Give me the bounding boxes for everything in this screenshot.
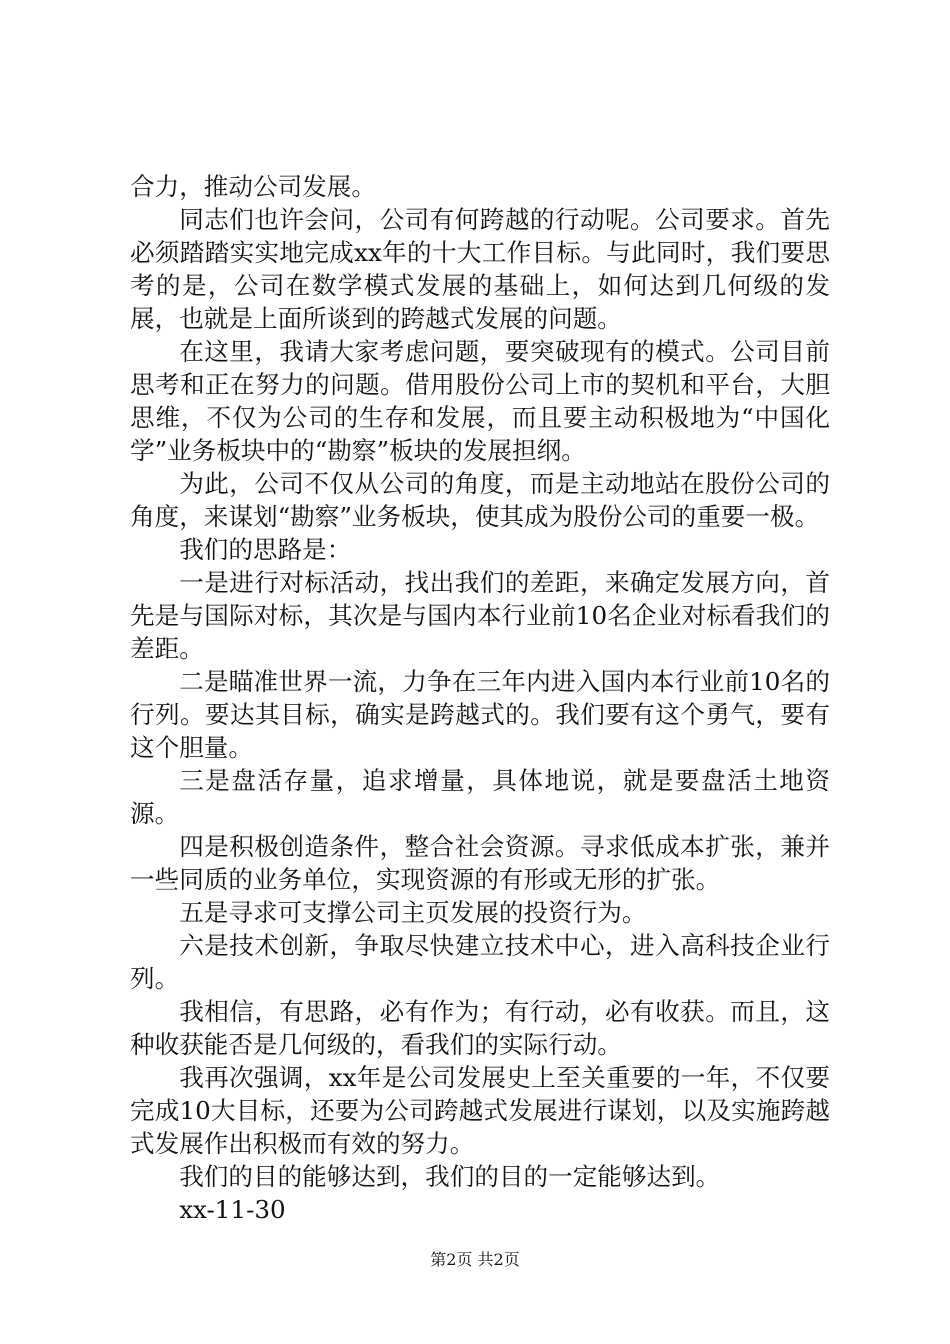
list-item: 五是寻求可支撑公司主页发展的投资行为。 bbox=[179, 898, 647, 927]
list-item: 二是瞄准世界一流，力争在三年内进入国内本行业前10名的行列。要达其目标，确实是跨越式的。我们要有这个勇气，要有这个胆量。 bbox=[130, 667, 830, 762]
page-footer: 第2页 共2页 bbox=[430, 1250, 520, 1269]
list-item: 四是积极创造条件，整合社会资源。寻求低成本扩张，兼并一些同质的业务单位，实现资源的有形或无形的扩张。 bbox=[130, 832, 830, 894]
list-item: 六是技术创新，争取尽快建立技术中心，进入高科技企业行列。 bbox=[130, 931, 830, 993]
paragraph: 我再次强调，xx年是公司发展史上至关重要的一年，不仅要完成10大目标，还要为公司跨越式发展进行谋划，以及实施跨越式发展作出积极而有效的努力。 bbox=[130, 1063, 830, 1158]
list-item: 一是进行对标活动，找出我们的差距，来确定发展方向，首先是与国际对标，其次是与国内本行业前10名企业对标看我们的差距。 bbox=[130, 568, 830, 663]
paragraph-continuation: 合力，推动公司发展。 bbox=[130, 172, 376, 201]
paragraph: 为此，公司不仅从公司的角度，而是主动地站在股份公司的角度，来谋划“勘察”业务板块，使其成为股份公司的重要一极。 bbox=[130, 469, 830, 531]
paragraph: 在这里，我请大家考虑问题，要突破现有的模式。公司目前思考和正在努力的问题。借用股份公司上市的契机和平台，大胆思维，不仅为公司的生存和发展，而且要主动积极地为“中国化学”业务板块中的“勘察”板块的发展担纲。 bbox=[130, 337, 830, 465]
paragraph: 我们的目的能够达到，我们的目的一定能够达到。 bbox=[179, 1162, 721, 1191]
paragraph: 同志们也许会问，公司有何跨越的行动呢。公司要求。首先必须踏踏实实地完成xx年的十大工作目标。与此同时，我们要思考的是，公司在数学模式发展的基础上，如何达到几何级的发展，也就是上面所谈到的跨越式发展的问题。 bbox=[130, 205, 830, 333]
document-body bbox=[130, 170, 830, 1226]
paragraph: 我们的思路是： bbox=[179, 535, 352, 564]
document-date: xx-11-30 bbox=[179, 1195, 286, 1224]
list-item: 三是盘活存量，追求增量，具体地说，就是要盘活土地资源。 bbox=[130, 766, 830, 828]
paragraph: 我相信，有思路，必有作为；有行动，必有收获。而且，这种收获能否是几何级的，看我们的实际行动。 bbox=[130, 997, 830, 1059]
